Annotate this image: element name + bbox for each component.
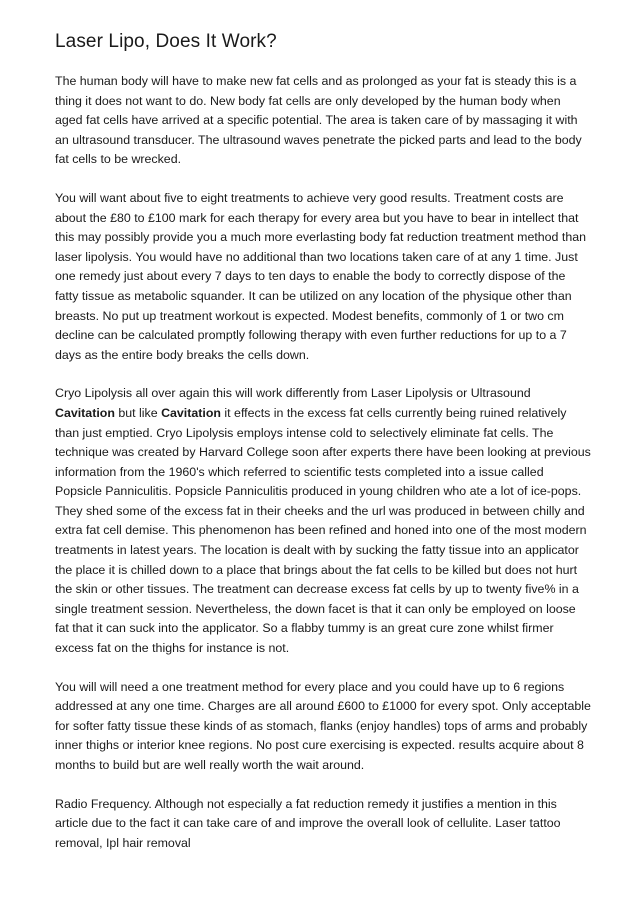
paragraph-4: You will will need a one treatment method for every place and you could have up to 6 regions addressed at any one time. Charges are all around £600 to £1000 for every spot. Only acceptable for softer fatty tissue these kinds of as stomach, flanks (enjoy handles) tops of arms and probably inner thighs or interior knee regions. No post cure exercising is expected. results acquire about 8 months to build but are well really worth the wait around. — [55, 679, 591, 772]
bold-term-cavitation-1: Cavitation — [55, 405, 115, 420]
paragraph-3-text-3: it effects in the excess fat cells currently being ruined relatively than just emptied. Cryo Lipolysis employs intense cold to selectively eliminate fat cells. The technique was created by Harvard College soon after experts there have been looking at previous information from the 1960's which referred to scientific tests completed into a issue called Popsicle Panniculitis. Popsicle Panniculitis produced in young children who ate a lot of ice-pops. They shed some of the excess fat in their cheeks and the url was produced in between chilly and extra fat cell demise. This phenomenon has been refined and honed into one of the most modern treatments in latest years. The location is dealt with by sucking the fatty tissue into an applicator the place it is chilled down to a place that brings about the fat cells to be killed but does not hurt the skin or other tissues. The treatment can decrease excess fat cells by up to twenty five% in a single treatment session. Nevertheless, the down facet is that it can only be employed on loose fat that it can suck into the applicator. So a flabby tummy is an great cure zone whilst firmer excess fat on the thighs for instance is not. — [55, 405, 591, 656]
bold-term-cavitation-2: Cavitation — [161, 405, 221, 420]
paragraph-3-text-1: Cryo Lipolysis all over again this will work differently from Laser Lipolysis or Ultrasound — [55, 386, 531, 401]
paragraph-2: You will want about five to eight treatments to achieve very good results. Treatment costs are about the £80 to £100 mark for each therapy for every area but you have to bear in intellect that this may possibly provide you a much more everlasting body fat reduction treatment method than laser lipolysis. You would have no additional than two locations taken care of at any 1 time. Just one remedy just about every 7 days to ten days to enable the body to correctly dispose of the fatty tissue as metabolic squander. It can be utilized on any location of the physique other than breasts. No put up treatment workout is expected. Modest benefits, commonly of 1 or two cm decline can be calculated promptly following therapy with even further reductions for up to a 7 days as the entire body breaks the cells down. — [55, 190, 587, 362]
document-title: Laser Lipo, Does It Work? — [55, 31, 277, 52]
paragraph-3-text-2: but like — [114, 405, 162, 420]
paragraph-5: Radio Frequency. Although not especially a fat reduction remedy it justifies a mention in this article due to the fact it can take care of and improve the overall look of cellulite. Laser tattoo removal, Ipl hair removal — [55, 796, 561, 850]
document-page — [55, 30, 591, 872]
paragraph-3 — [55, 384, 591, 658]
paragraph-1: The human body will have to make new fat cells and as prolonged as your fat is steady this is a thing it does not want to do. New body fat cells are only developed by the human body when aged fat cells have arrived at a specific potential. The area is taken care of by massaging it with an ultrasound transducer. The ultrasound waves penetrate the picked parts and lead to the body fat cells to be wrecked. — [55, 74, 582, 167]
